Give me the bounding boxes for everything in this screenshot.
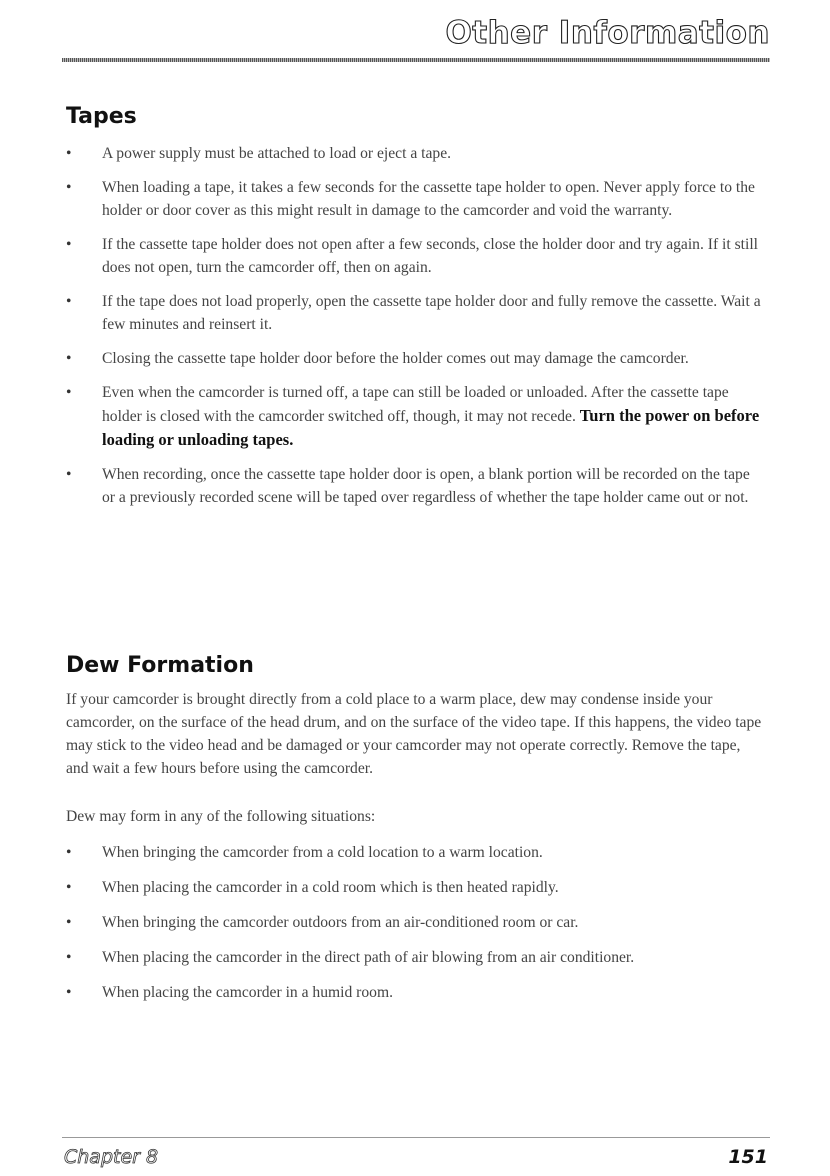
list-item-text: Closing the cassette tape holder door before the holder comes out may damage the camcorder. bbox=[102, 350, 689, 367]
list-item-text: Even when the camcorder is turned off, a tape can still be loaded or unloaded. After the cassette tape holder is closed with the camcorder switched off, though, it may not recede. bbox=[102, 384, 729, 425]
running-head: Other Information bbox=[445, 15, 770, 51]
dew-bullet-list bbox=[66, 841, 766, 1004]
list-item-text: When bringing the camcorder outdoors from an air-conditioned room or car. bbox=[102, 914, 579, 931]
list-item-text: If the cassette tape holder does not open after a few seconds, close the holder door and try again. If it still does not open, turn the camcorder off, then on again. bbox=[102, 236, 759, 276]
list-item bbox=[66, 463, 766, 509]
header-rule bbox=[62, 58, 770, 62]
list-item bbox=[66, 233, 766, 279]
list-item-text: When placing the camcorder in the direct path of air blowing from an air conditioner. bbox=[102, 949, 635, 966]
list-item bbox=[66, 876, 766, 899]
list-item bbox=[66, 142, 766, 165]
list-item bbox=[66, 841, 766, 864]
section-title-dew-formation: Dew Formation bbox=[66, 653, 254, 678]
list-item bbox=[66, 981, 766, 1004]
footer-chapter-label: Chapter 8 bbox=[64, 1146, 159, 1168]
section-title-tapes: Tapes bbox=[66, 104, 137, 129]
list-item-text: When placing the camcorder in a humid room. bbox=[102, 984, 393, 1001]
list-item-text: When placing the camcorder in a cold room which is then heated rapidly. bbox=[102, 879, 559, 896]
list-item-text: When bringing the camcorder from a cold location to a warm location. bbox=[102, 844, 543, 861]
dew-lead-paragraph: Dew may form in any of the following situations: bbox=[66, 808, 376, 825]
list-item bbox=[66, 911, 766, 934]
tapes-bullet-list bbox=[66, 142, 766, 509]
footer-rule bbox=[62, 1137, 770, 1138]
list-item-text: A power supply must be attached to load or eject a tape. bbox=[102, 145, 452, 162]
list-item-text: When loading a tape, it takes a few seconds for the cassette tape holder to open. Never apply force to the holder or door cover as this might result in damage to the camcorder and void the warranty. bbox=[102, 179, 755, 219]
list-item bbox=[66, 946, 766, 969]
list-item bbox=[66, 381, 766, 452]
list-item bbox=[66, 176, 766, 222]
list-item-text: If the tape does not load properly, open the cassette tape holder door and fully remove the cassette. Wait a few minutes and reinsert it. bbox=[102, 293, 761, 333]
list-item-text: When recording, once the cassette tape holder door is open, a blank portion will be recorded on the tape or a previously recorded scene will be taped over regardless of whether the tape holder came out or not. bbox=[102, 466, 750, 506]
list-item bbox=[66, 290, 766, 336]
list-item bbox=[66, 347, 766, 370]
emphasis-text: Turn the power on before loading or unloading tapes. bbox=[102, 406, 760, 449]
page-number: 151 bbox=[728, 1146, 768, 1168]
dew-intro-paragraph: If your camcorder is brought directly from a cold place to a warm place, dew may condense inside your camcorder, on the surface of the head drum, and on the surface of the video tape. If this happens, the video tape may stick to the video head and be damaged or your camcorder may not operate correctly. Remove the tape, and wait a few hours before using the camcorder. bbox=[66, 691, 762, 777]
